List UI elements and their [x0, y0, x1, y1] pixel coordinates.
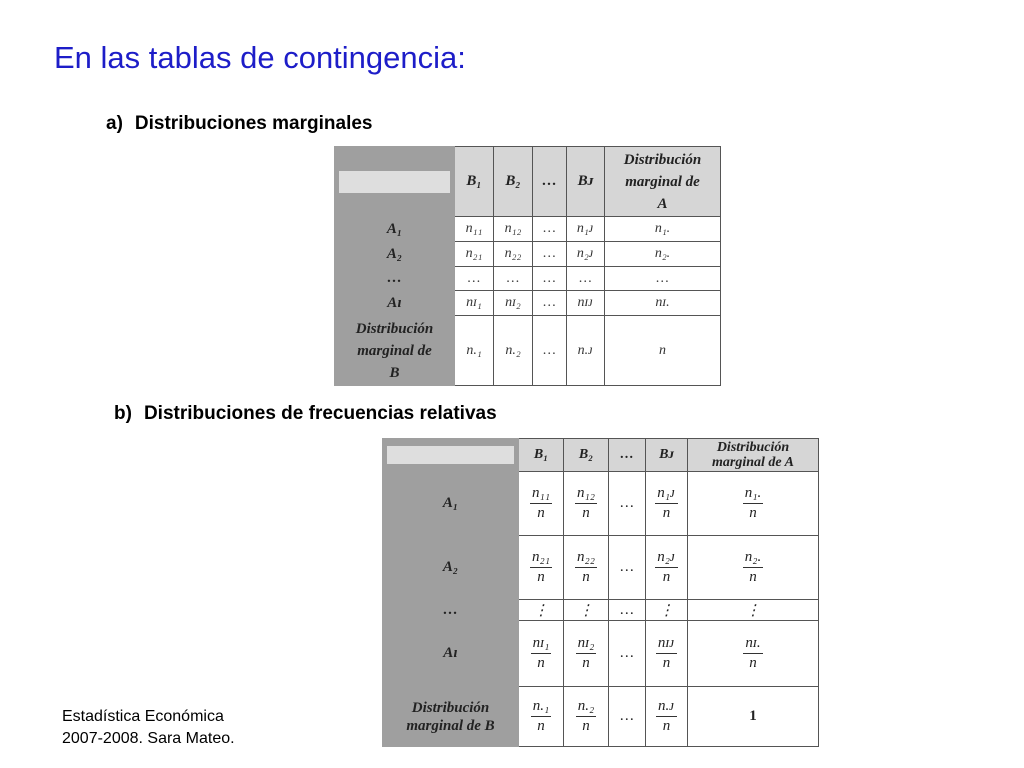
frac-den: n: [537, 505, 545, 521]
marginal-b-row-label: [383, 687, 519, 747]
corner-cell: [383, 439, 519, 472]
col-header: Bᴊ: [646, 439, 688, 472]
marginal-a-header-text: Distribución marginal de A: [623, 151, 702, 212]
freq-cell: …: [533, 267, 567, 291]
rel-freq-cell: [519, 621, 564, 687]
marginal-distributions-table: [334, 146, 721, 386]
rel-freq-cell: [519, 472, 564, 536]
section-b-label: b): [114, 403, 132, 424]
freq-cell: …: [494, 267, 533, 291]
marginal-cell: n.₁: [455, 316, 494, 386]
frac-num: n₁ᴊ: [655, 484, 677, 504]
frac-num: nɪᴊ: [656, 634, 677, 654]
slide-title: En las tablas de contingencia:: [54, 40, 466, 75]
frac-num: n.₂: [576, 697, 596, 717]
section-a-heading: [106, 113, 372, 135]
frac-den: n: [749, 505, 757, 521]
marginal-cell: …: [605, 267, 721, 291]
footer-line-1: Estadística Económica: [62, 708, 224, 725]
freq-cell: nɪᴊ: [567, 291, 605, 316]
freq-cell: …: [533, 291, 567, 316]
frac-den: n: [749, 569, 757, 585]
frac-den: n: [537, 655, 545, 671]
total-cell: 1: [688, 687, 819, 747]
row-label: Aɪ: [335, 291, 455, 316]
col-header: …: [533, 147, 567, 217]
freq-cell: …: [567, 267, 605, 291]
ellipsis-cell: …: [609, 621, 646, 687]
col-header: B₁: [519, 439, 564, 472]
marginal-a-header: [605, 147, 721, 217]
freq-cell: …: [533, 217, 567, 242]
frac-den: n: [749, 655, 757, 671]
marginal-a-header: [688, 439, 819, 472]
frac-num: n₂.: [743, 548, 763, 568]
frac-num: n₂ᴊ: [655, 548, 677, 568]
corner-cell: [335, 147, 455, 217]
marginal-cell: [646, 687, 688, 747]
row-label: …: [335, 267, 455, 291]
ellipsis-cell: …: [609, 536, 646, 600]
frac-num: n₁₂: [575, 484, 597, 504]
col-header: Bᴊ: [567, 147, 605, 217]
relative-frequencies-table: [382, 438, 819, 747]
section-b-heading: [114, 403, 497, 425]
frac-num: n₂₂: [575, 548, 597, 568]
frac-den: n: [662, 505, 671, 521]
marginal-cell: n.ᴊ: [567, 316, 605, 386]
rel-freq-cell: [564, 621, 609, 687]
frac-num: nɪ₂: [576, 634, 597, 654]
freq-cell: nɪ₁: [455, 291, 494, 316]
ellipsis-cell: …: [609, 687, 646, 747]
row-label: A₂: [383, 536, 519, 600]
frac-den: n: [582, 505, 590, 521]
marginal-cell: …: [533, 316, 567, 386]
section-b-text: Distribuciones de frecuencias relativas: [143, 403, 497, 424]
marginal-cell: [688, 536, 819, 600]
vdots-cell: ⋮: [688, 600, 819, 621]
marginal-cell: n.₂: [494, 316, 533, 386]
marginal-cell: n₂.: [605, 242, 721, 267]
marginal-a-header-text: Distribución marginal de A: [712, 440, 794, 470]
marginal-cell: [519, 687, 564, 747]
rel-freq-cell: [646, 621, 688, 687]
marginal-cell: [688, 472, 819, 536]
freq-cell: n₁ᴊ: [567, 217, 605, 242]
marginal-b-label-text: Distribución marginal de B: [406, 699, 495, 734]
frac-den: n: [537, 718, 545, 734]
frac-den: n: [662, 655, 671, 671]
row-label: A₂: [335, 242, 455, 267]
vdots-cell: ⋮: [519, 600, 564, 621]
freq-cell: n₂ᴊ: [567, 242, 605, 267]
marginal-cell: nɪ.: [605, 291, 721, 316]
marginal-cell: n₁.: [605, 217, 721, 242]
col-header: B₂: [564, 439, 609, 472]
frac-den: n: [662, 569, 671, 585]
vdots-cell: ⋮: [564, 600, 609, 621]
frac-num: n₁.: [743, 484, 763, 504]
rel-freq-cell: [564, 536, 609, 600]
frac-num: nɪ.: [743, 634, 762, 654]
ellipsis-cell: …: [609, 600, 646, 621]
footer-line-2: 2007-2008. Sara Mateo.: [62, 730, 235, 747]
frac-num: nɪ₁: [531, 634, 552, 654]
freq-cell: …: [455, 267, 494, 291]
section-a-text: Distribuciones marginales: [134, 113, 373, 134]
rel-freq-cell: [646, 536, 688, 600]
frac-num: n.₁: [531, 697, 551, 717]
rel-freq-cell: [519, 536, 564, 600]
frac-num: n₂₁: [530, 548, 552, 568]
frac-den: n: [582, 569, 590, 585]
freq-cell: n₁₂: [494, 217, 533, 242]
marginal-b-row-label: [335, 316, 455, 386]
frac-num: n.ᴊ: [656, 697, 677, 717]
marginal-cell: [564, 687, 609, 747]
row-label: A₁: [335, 217, 455, 242]
frac-den: n: [582, 718, 590, 734]
col-header: B₂: [494, 147, 533, 217]
row-label: A₁: [383, 472, 519, 536]
vdots-cell: ⋮: [646, 600, 688, 621]
section-a-label: a): [106, 113, 123, 134]
freq-cell: n₂₁: [455, 242, 494, 267]
frac-den: n: [662, 718, 671, 734]
footer-credit: [62, 706, 235, 750]
total-cell: n: [605, 316, 721, 386]
frac-den: n: [582, 655, 590, 671]
rel-freq-cell: [646, 472, 688, 536]
row-label: …: [383, 600, 519, 621]
marginal-b-label-text: Distribución marginal de B: [355, 320, 434, 381]
frac-num: n₁₁: [530, 484, 552, 504]
freq-cell: nɪ₂: [494, 291, 533, 316]
marginal-cell: [688, 621, 819, 687]
row-label: Aɪ: [383, 621, 519, 687]
rel-freq-cell: [564, 472, 609, 536]
col-header: B₁: [455, 147, 494, 217]
freq-cell: n₁₁: [455, 217, 494, 242]
freq-cell: n₂₂: [494, 242, 533, 267]
col-header: …: [609, 439, 646, 472]
freq-cell: …: [533, 242, 567, 267]
frac-den: n: [537, 569, 545, 585]
ellipsis-cell: …: [609, 472, 646, 536]
